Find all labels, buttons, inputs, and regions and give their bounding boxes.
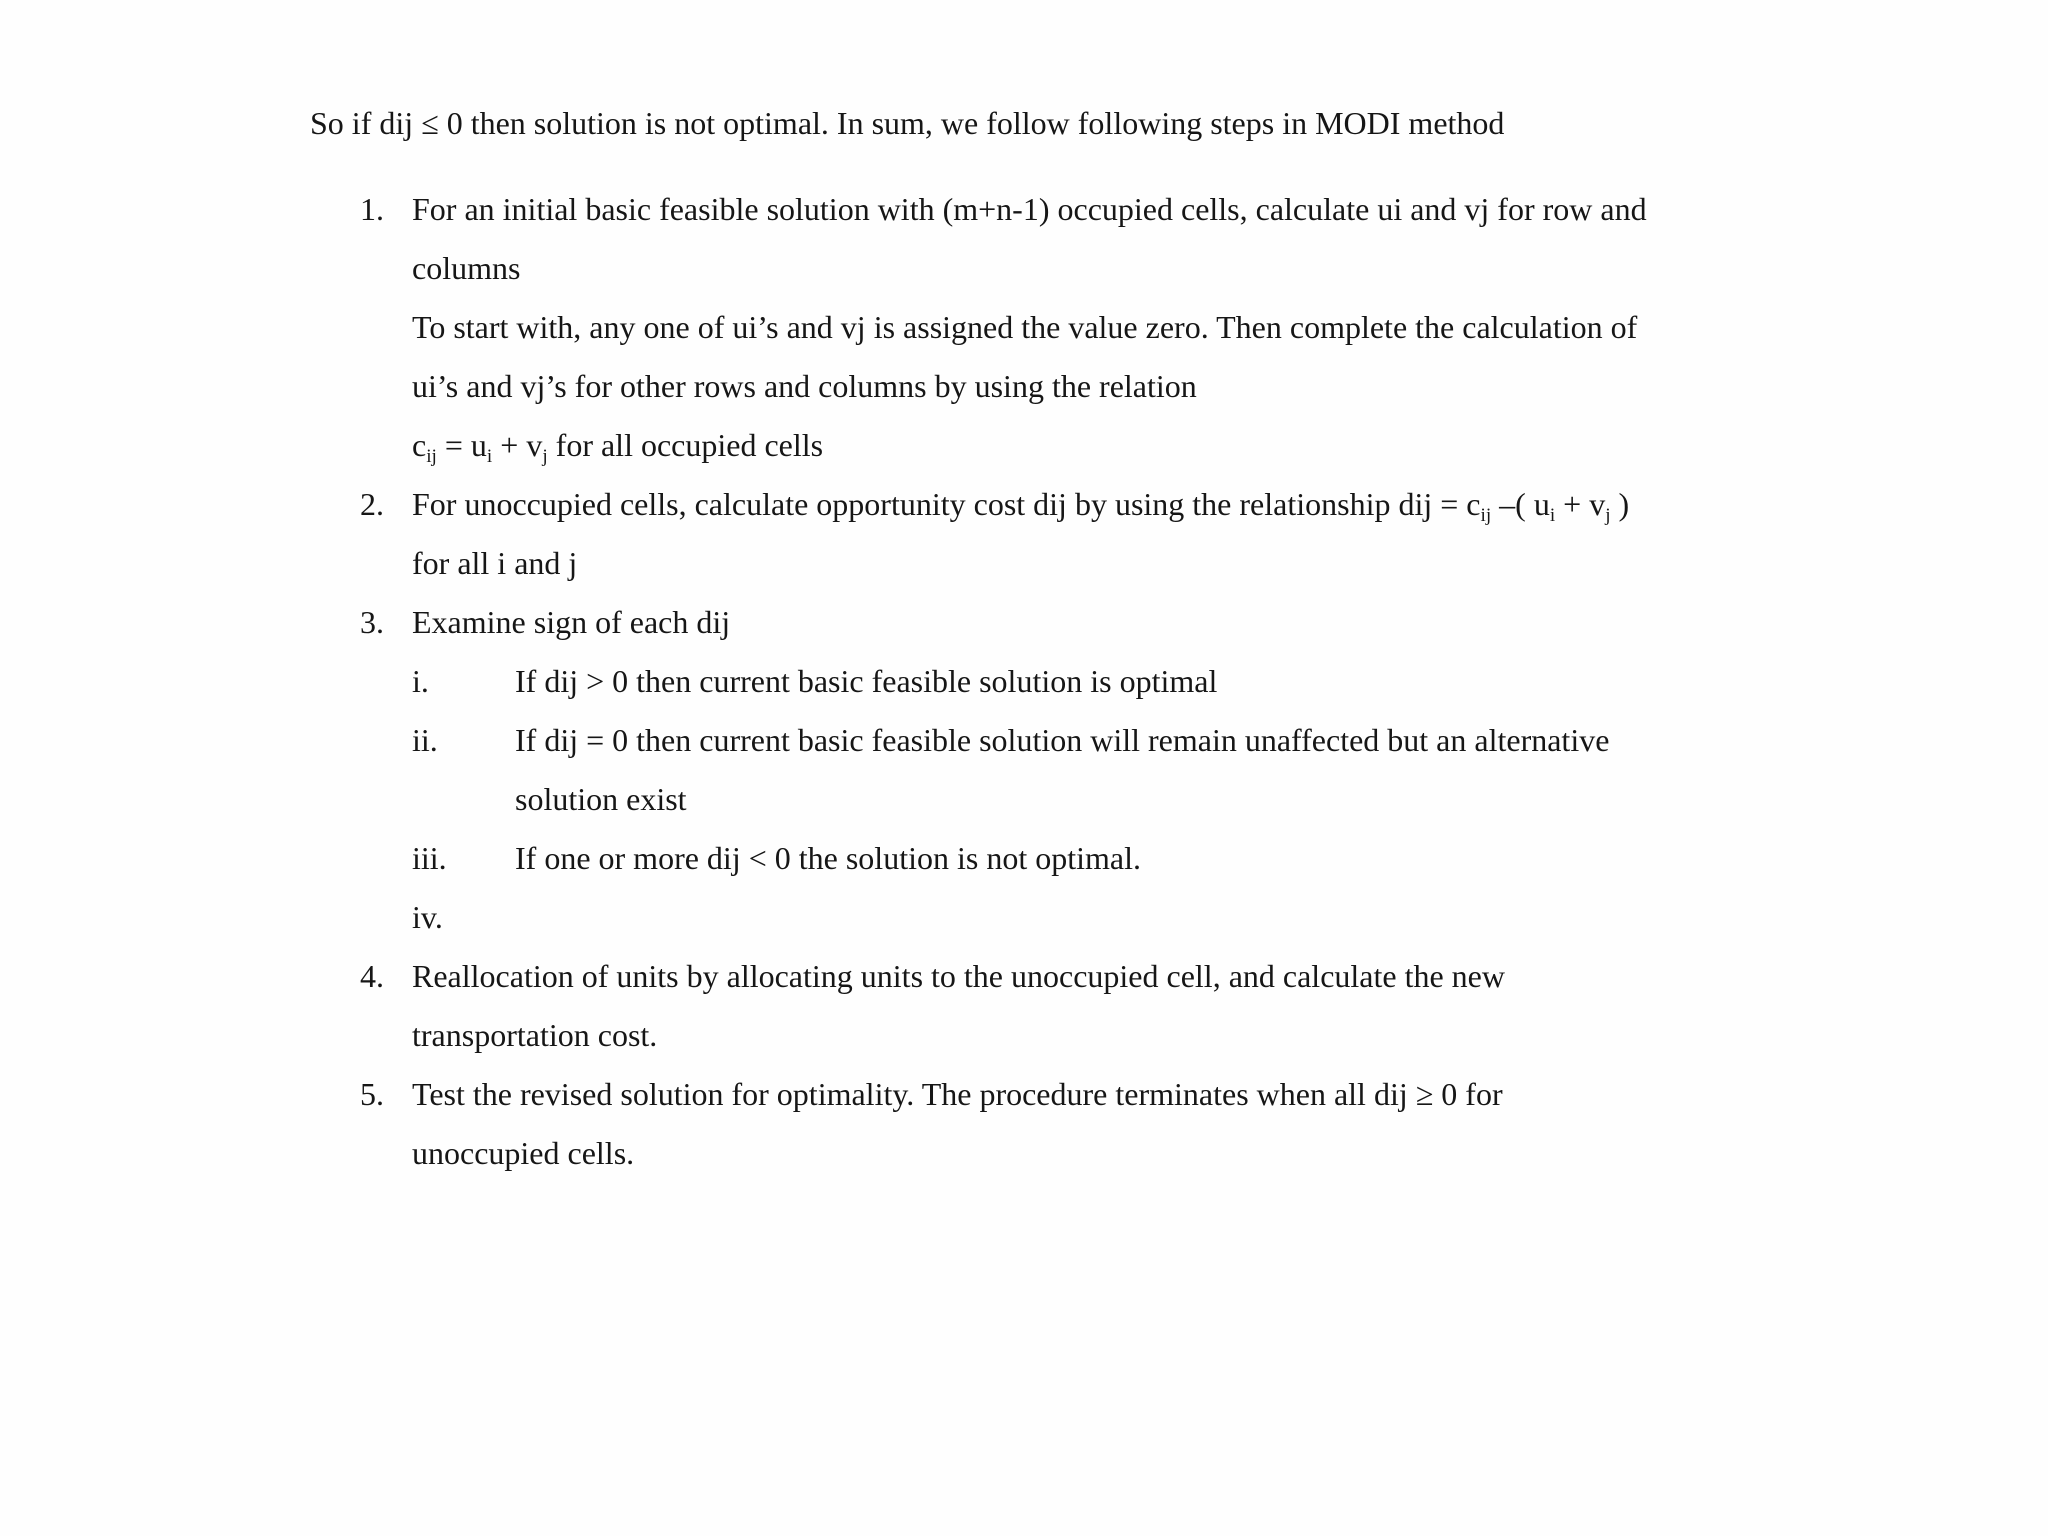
step-2-close: ) <box>1610 486 1630 522</box>
subitem-ii-numeral: ii. <box>412 722 438 758</box>
step-5-line-2: unoccupied cells. <box>412 1135 635 1171</box>
subitem-ii-text-line-1: If dij = 0 then current basic feasible solution will remain unaffected but an alternative <box>515 722 1610 758</box>
step-4-number: 4. <box>360 958 384 994</box>
step-4-line-2: transportation cost. <box>412 1017 658 1053</box>
formula-c-subscript: ij <box>426 445 437 467</box>
subitem-iv-numeral: iv. <box>412 899 443 935</box>
step-1-number: 1. <box>360 191 384 227</box>
step-2-number: 2. <box>360 486 384 522</box>
step-2-line-2: for all i and j <box>412 545 578 581</box>
step-3-number: 3. <box>360 604 384 640</box>
step-1-line-2: columns <box>412 250 521 286</box>
step-2-u-subscript: i <box>1549 504 1556 526</box>
subitem-i-text: If dij > 0 then current basic feasible solution is optimal <box>515 663 1218 699</box>
step-2-v-subscript: j <box>1605 504 1611 526</box>
formula-plus-v: + v <box>492 427 543 463</box>
formula-u-subscript: i <box>486 445 493 467</box>
formula-rest: for all occupied cells <box>547 427 824 463</box>
formula-c: c <box>412 427 427 463</box>
step-5-number: 5. <box>360 1076 384 1112</box>
step-1-line-1: For an initial basic feasible solution with (m+n-1) occupied cells, calculate ui and vj for row and <box>412 191 1647 227</box>
subitem-i-numeral: i. <box>412 663 429 699</box>
step-2-text: For unoccupied cells, calculate opportunity cost dij by using the relationship dij = c <box>412 486 1481 522</box>
step-2-plus: + v <box>1555 486 1606 522</box>
formula-v-subscript: j <box>542 445 548 467</box>
step-2-mid: –( u <box>1491 486 1550 522</box>
step-2-c-subscript: ij <box>1480 504 1492 526</box>
step-5-line-1: Test the revised solution for optimality. The procedure terminates when all dij ≥ 0 for <box>412 1076 1503 1112</box>
step-1-formula <box>412 416 823 475</box>
subitem-iii-numeral: iii. <box>412 840 447 876</box>
step-1-line-4: ui’s and vj’s for other rows and columns by using the relation <box>412 368 1197 404</box>
intro-paragraph: So if dij ≤ 0 then solution is not optimal. In sum, we follow following steps in MODI method <box>310 105 1505 141</box>
subitem-iii-text: If one or more dij < 0 the solution is not optimal. <box>515 840 1141 876</box>
step-2-line-1 <box>412 475 1629 534</box>
step-3-line-1: Examine sign of each dij <box>412 604 731 640</box>
formula-eq-u: = u <box>436 427 487 463</box>
step-1-line-3: To start with, any one of ui’s and vj is assigned the value zero. Then complete the calculation of <box>412 309 1638 345</box>
step-4-line-1: Reallocation of units by allocating units to the unoccupied cell, and calculate the new <box>412 958 1505 994</box>
subitem-ii-text-line-2: solution exist <box>515 781 687 817</box>
